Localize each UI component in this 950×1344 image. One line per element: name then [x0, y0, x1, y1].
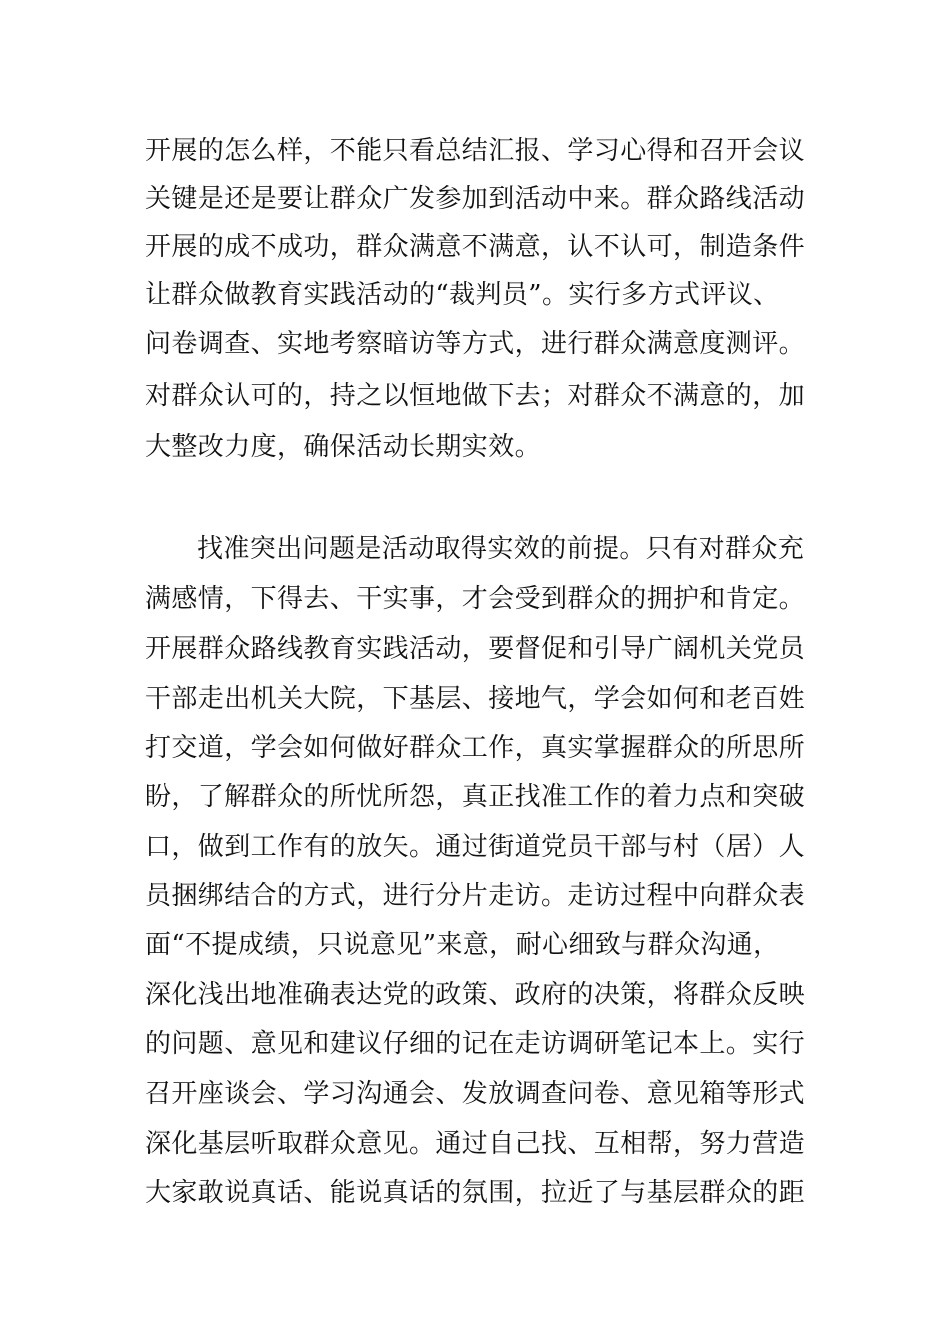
text-line: 干部走出机关大院，下基层、接地气，学会如何和老百姓: [145, 684, 806, 714]
text-line: 口，做到工作有的放矢。通过街道党员干部与村（居）人: [145, 832, 806, 862]
text-line: 满感情，下得去、干实事，才会受到群众的拥护和肯定。: [145, 584, 806, 614]
text-line: 大家敢说真话、能说真话的氛围，拉近了与基层群众的距: [145, 1178, 806, 1208]
text-line: 面“不提成绩，只说意见”来意，耐心细致与群众沟通，: [145, 930, 780, 960]
text-line: 召开座谈会、学习沟通会、发放调查问卷、意见箱等形式: [145, 1079, 806, 1109]
text-line: 深化浅出地准确表达党的政策、政府的决策，将群众反映: [145, 980, 806, 1010]
text-line: 让群众做教育实践活动的“裁判员”。实行多方式评议、: [145, 280, 780, 310]
text-line: 关键是还是要让群众广发参加到活动中来。群众路线活动: [145, 184, 806, 214]
text-line: 员捆绑结合的方式，进行分片走访。走访过程中向群众表: [145, 881, 806, 911]
text-line: 找准突出问题是活动取得实效的前提。只有对群众充: [197, 534, 805, 564]
text-line: 打交道，学会如何做好群众工作，真实掌握群众的所思所: [145, 733, 806, 763]
text-line: 的问题、意见和建议仔细的记在走访调研笔记本上。实行: [145, 1029, 806, 1059]
text-line: 开展的成不成功，群众满意不满意，认不认可，制造条件: [145, 232, 806, 262]
text-line: 盼，了解群众的所忧所怨，真正找准工作的着力点和突破: [145, 782, 806, 812]
text-line: 问卷调查、实地考察暗访等方式，进行群众满意度测评。: [145, 329, 806, 359]
text-line: 开展群众路线教育实践活动，要督促和引导广阔机关党员: [145, 634, 806, 664]
text-line: 深化基层听取群众意见。通过自己找、互相帮，努力营造: [145, 1129, 806, 1159]
text-line: 对群众认可的，持之以恒地做下去；对群众不满意的，加: [145, 381, 806, 411]
text-line: 大整改力度，确保活动长期实效。: [145, 432, 542, 462]
text-line: 开展的怎么样，不能只看总结汇报、学习心得和召开会议: [145, 136, 806, 166]
